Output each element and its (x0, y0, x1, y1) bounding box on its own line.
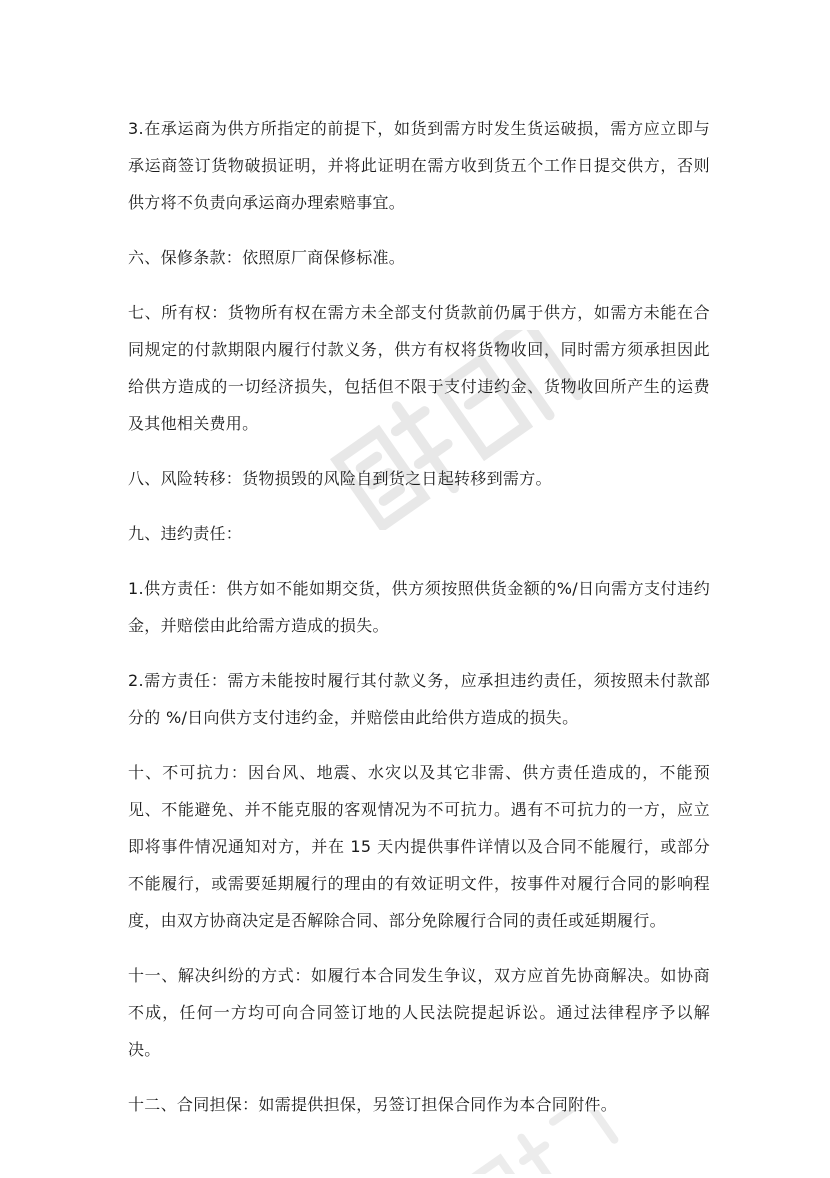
paragraph-warranty: 六、保修条款：依照原厂商保修标准。 (128, 248, 406, 267)
paragraph-contract-guarantee: 十二、合同担保：如需提供担保，另签订担保合同作为本合同附件。 (128, 1095, 618, 1114)
paragraph-buyer-liability: 2.需方责任：需方未能按时履行其付款义务，应承担违约责任，须按照未付款部分的 %/日向供方支付违约金，并赔偿由此给供方造成的损失。 (128, 671, 710, 727)
paragraph-dispute-resolution: 十一、解决纠纷的方式：如履行本合同发生争议，双方应首先协商解决。如协商不成，任何一方均可向合同签订地的人民法院提起诉讼。通过法律程序予以解决。 (128, 966, 710, 1059)
paragraph-shipping-damage: 3.在承运商为供方所指定的前提下，如货到需方时发生货运破损，需方应立即与承运商签订货物破损证明，并将此证明在需方收到货五个工作日提交供方，否则供方将不负责向承运商办理索赔事宜。 (128, 119, 710, 212)
document-body (128, 110, 710, 1141)
paragraph-supplier-liability: 1.供方责任：供方如不能如期交货，供方须按照供货金额的%/日向需方支付违约金，并赔偿由此给需方造成的损失。 (128, 579, 710, 635)
paragraph-force-majeure: 十、不可抗力：因台风、地震、水灾以及其它非需、供方责任造成的，不能预见、不能避免、并不能克服的客观情况为不可抗力。遇有不可抗力的一方，应立即将事件情况通知对方，并在 15 天内提供事件详情以及合同不能履行，或部分不能履行，或需要延期履行的理由的有效证明文件，按事件对履行合同的影响程度，由双方协商决定是否解除合同、部分免除履行合同的责任或延期履行。 (128, 763, 710, 930)
paragraph-liability-heading: 九、违约责任： (128, 524, 243, 543)
paragraph-risk-transfer: 八、风险转移：货物损毁的风险自到货之日起转移到需方。 (128, 469, 552, 488)
paragraph-ownership: 七、所有权：货物所有权在需方未全部支付货款前仍属于供方，如需方未能在合同规定的付款期限内履行付款义务，供方有权将货物收回，同时需方须承担因此给供方造成的一切经济损失，包括但不限于支付违约金、货物收回所产生的运费及其他相关费用。 (128, 303, 710, 433)
